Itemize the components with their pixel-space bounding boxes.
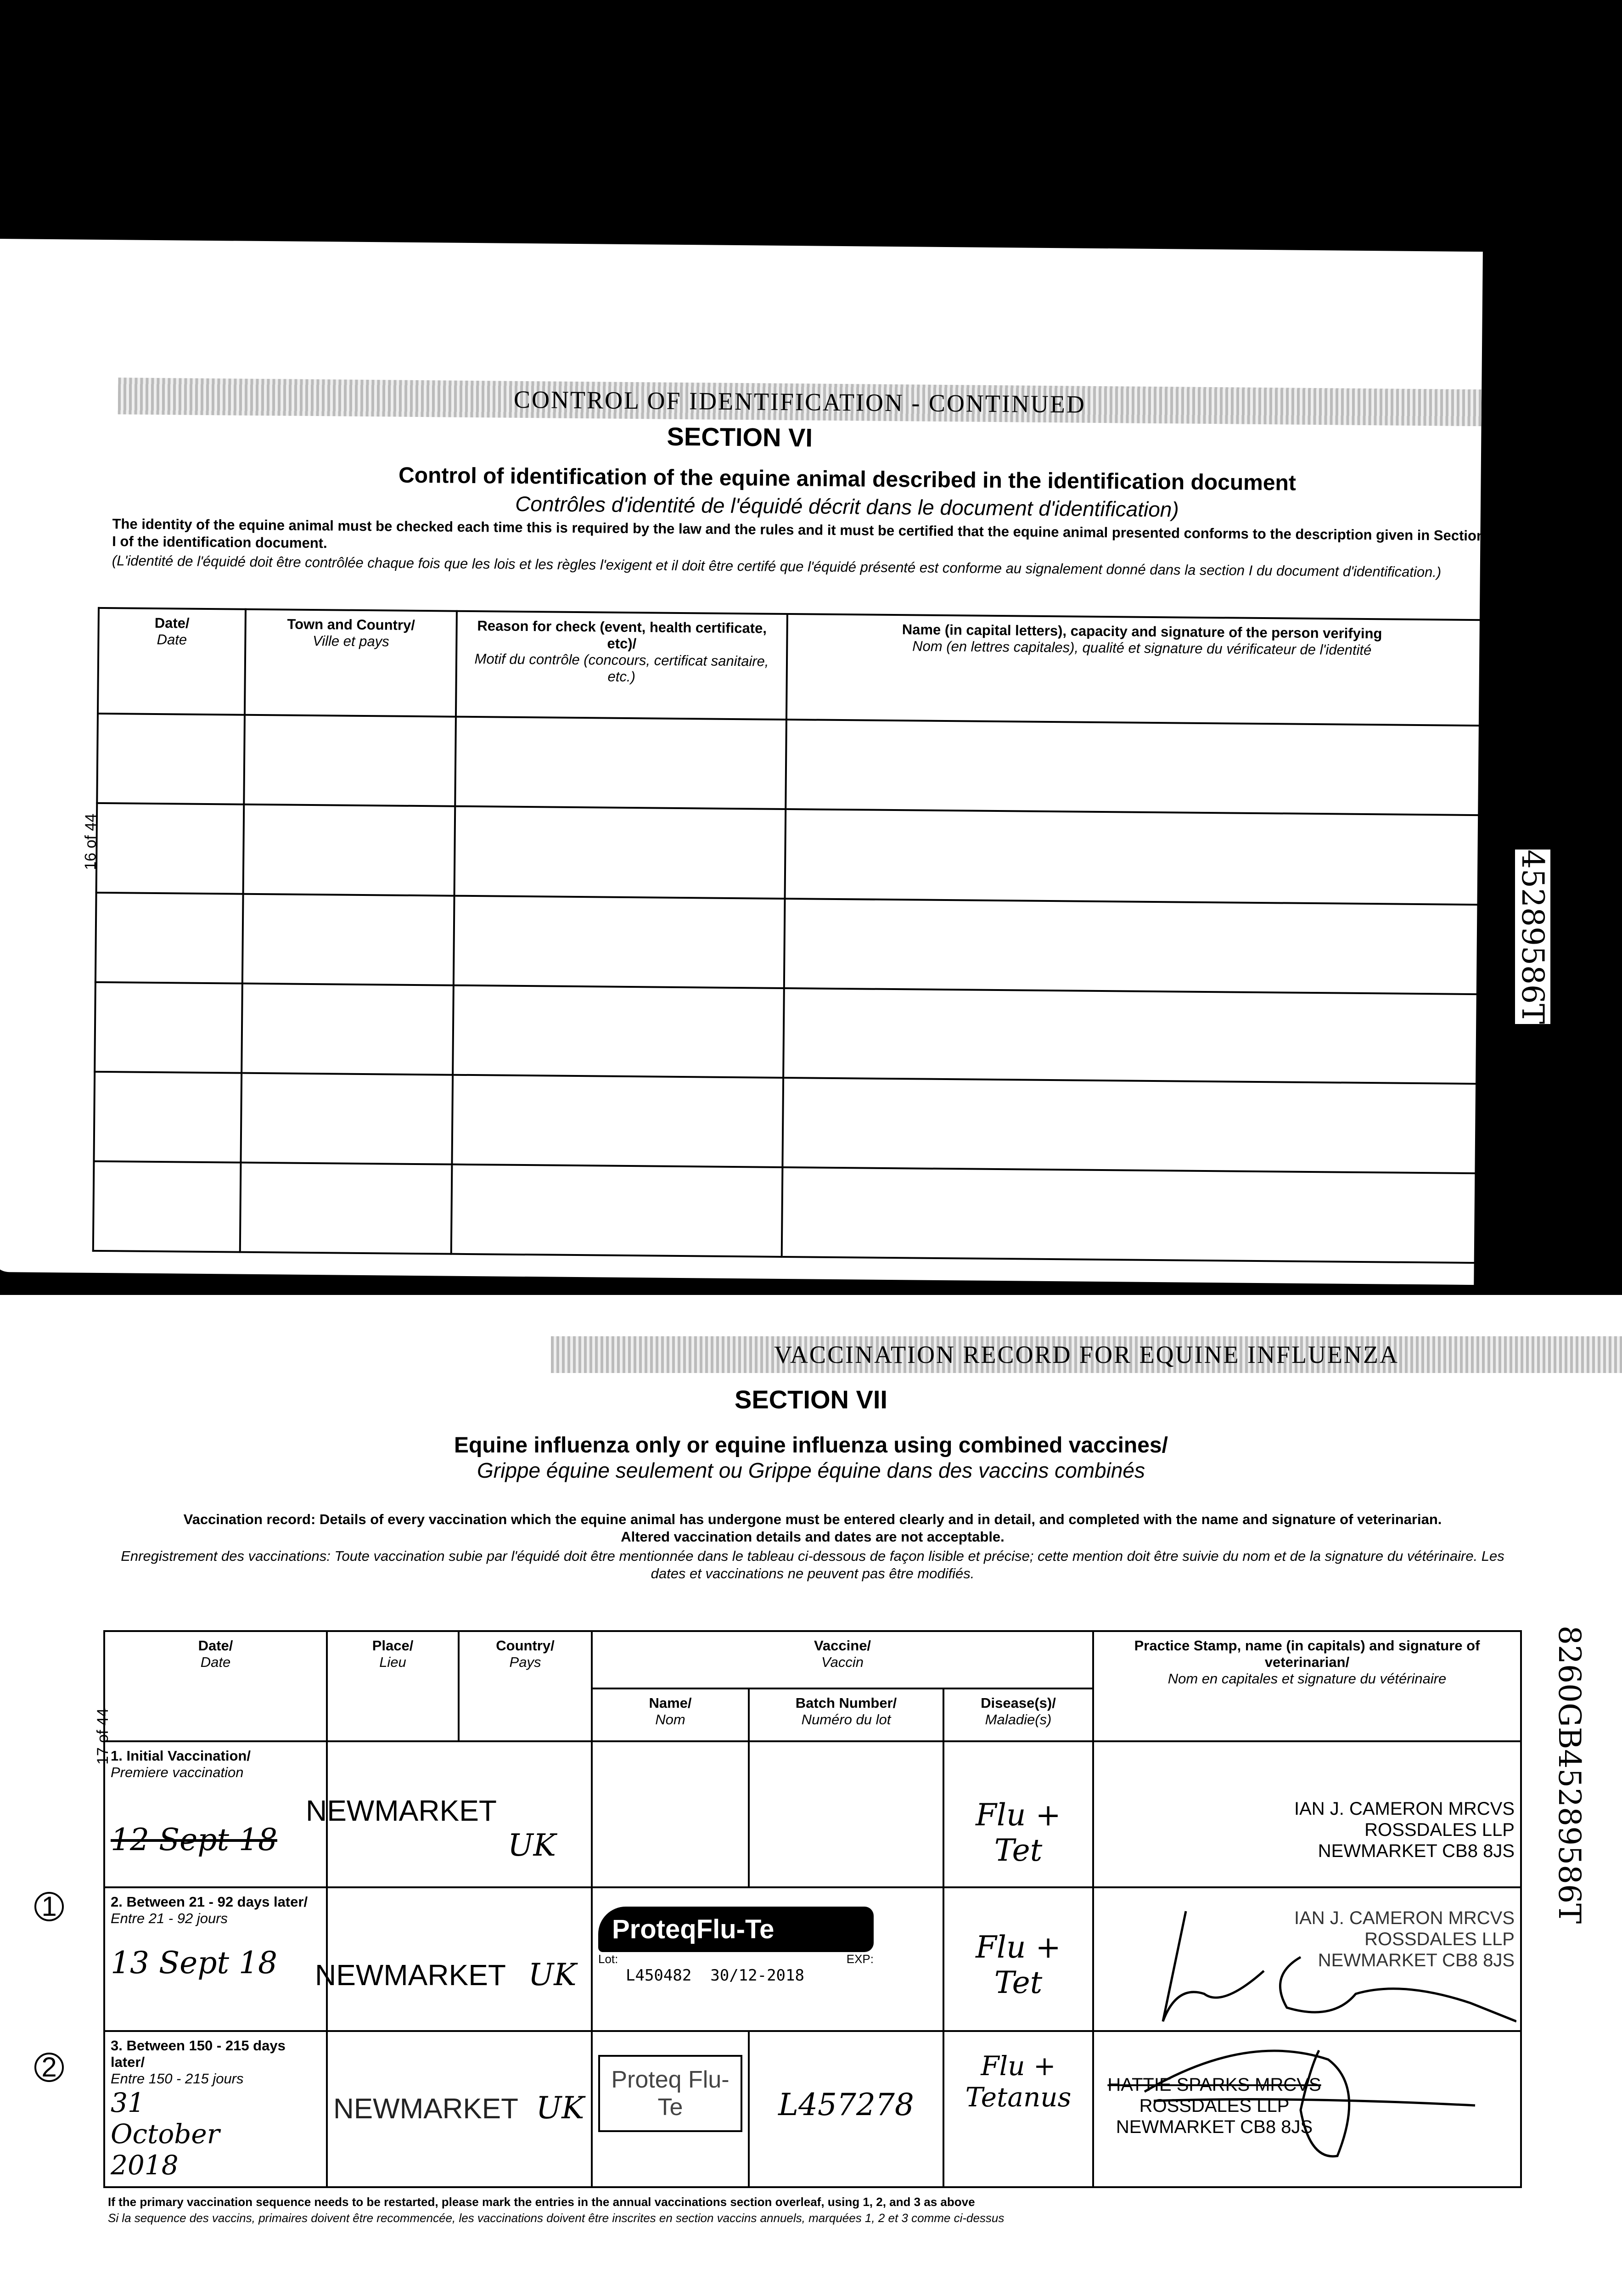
row-label: 3. Between 150 - 215 days later/ Entre 150 - 215 jours 31 October 2018 — [104, 2031, 327, 2187]
batch-value — [749, 1741, 943, 1887]
section-title: Equine influenza only or equine influenza using combined vaccines/ — [454, 1433, 1168, 1458]
date-value: 13 Sept 18 — [111, 1945, 277, 1981]
restart-marker-1: 1 — [34, 1892, 64, 1921]
place-value: NEWMARKET — [306, 1794, 497, 1827]
section-band: CONTROL OF IDENTIFICATION - CONTINUED — [118, 377, 1482, 426]
disease-value: Flu + Tet — [943, 1741, 1093, 1887]
header-stamp: Practice Stamp, name (in capitals) and signature of veterinarian/ Nom en capitales et signature du vétérinaire — [1093, 1631, 1521, 1741]
place-value: NEWMARKET — [333, 2093, 518, 2125]
page-16 — [0, 239, 1486, 1285]
disease-value: Flu + Tet — [943, 1887, 1093, 2031]
row-label: 1. Initial Vaccination/ Premiere vaccination 12 Sept 18 — [104, 1741, 327, 1887]
section-heading: SECTION VI — [667, 422, 813, 452]
signature — [1149, 1902, 1516, 2031]
side-id-bottom: 8260GB45289586T — [1552, 1626, 1587, 1924]
batch-value: L457278 — [749, 2031, 943, 2187]
section-heading: SECTION VII — [735, 1385, 887, 1414]
table-row — [95, 982, 1494, 1084]
signature — [1108, 2041, 1521, 2174]
page-number: 16 of 44 — [82, 813, 100, 870]
table-row — [104, 2031, 1521, 2187]
country-value: UK — [508, 1828, 556, 1863]
identification-table — [92, 607, 1498, 1264]
vaccine-name-value: ProteqFlu-Te — [598, 1907, 874, 1952]
table-row — [96, 803, 1496, 905]
header-reason: Reason for check (event, health certificate, etc)/ Motif du contrôle (concours, certificat sanitaire, etc.) — [456, 611, 787, 720]
exp-value: 30/12-2018 — [710, 1966, 804, 1985]
header-date: Date/ Date — [98, 608, 246, 715]
instructions-fr: (L'identité de l'équidé doit être contrôlée chaque fois que les lois et les règles l'exigent et il doit être certifé que l'équidé présenté est conforme au signalement donné dans la section I du document d'identification.) — [112, 552, 1442, 580]
page-17 — [0, 1295, 1622, 2296]
footer-note-en: If the primary vaccination sequence needs to be restarted, please mark the entries in the annual vaccinations section overleaf, using 1, 2, and 3 as above — [108, 2195, 975, 2209]
table-row — [104, 1887, 1521, 2031]
vaccine-name-value — [592, 1741, 749, 1887]
vet-stamp: IAN J. CAMERON MRCVS ROSSDALES LLP NEWMARKET CB8 8JS — [1093, 1741, 1521, 1887]
header-town: Town and Country/ Ville et pays — [245, 609, 457, 717]
vaccine-name-cell — [592, 2031, 749, 2187]
vet-stamp: HATTIE SPARKS MRCVS ROSSDALES LLP NEWMARKET CB8 8JS — [1093, 2031, 1521, 2187]
header-country: Country/ Pays — [459, 1631, 592, 1741]
header-disease: Disease(s)/ Maladie(s) — [943, 1688, 1093, 1741]
section-band: VACCINATION RECORD FOR EQUINE INFLUENZA — [551, 1336, 1622, 1373]
disease-value: Flu + Tetanus — [943, 2031, 1093, 2187]
header-place: Place/ Lieu — [327, 1631, 459, 1741]
instructions-fr: Enregistrement des vaccinations: Toute vaccination subie par l'équidé doit être mentionnée dans le tableau ci-dessous de façon lisible et précise; cette mention doit être suivie du nom et de la signature du vétérinaire. Les dates et vaccinations ne peuvent pas être modifiés. — [121, 1548, 1504, 1581]
instructions-en: The identity of the equine animal must be checked each time this is required by the law and the rules and it must be certified that the equine animal presented conforms to the description given in Section I of the identification document. — [112, 516, 1486, 551]
date-value: 31 October 2018 — [111, 2087, 220, 2181]
header-vaccine-name: Name/ Nom — [592, 1688, 749, 1741]
table-row — [93, 1161, 1493, 1263]
table-row — [94, 1072, 1493, 1174]
page-number: 17 of 44 — [94, 1708, 112, 1765]
header-vaccine: Vaccine/ Vaccin — [592, 1631, 1093, 1688]
footer-note-fr: Si la sequence des vaccins, primaires doivent être recommencée, les vaccinations doivent être inscrites en section vaccins annuels, marquées 1, 2 et 3 comme ci-dessus — [108, 2211, 1005, 2225]
header-date: Date/ Date — [104, 1631, 327, 1741]
table-row — [95, 893, 1495, 995]
vaccine-name-value: Proteq Flu-Te — [598, 2055, 742, 2132]
place-value: NEWMARKET — [315, 1958, 506, 1992]
vet-stamp: IAN J. CAMERON MRCVS ROSSDALES LLP NEWMARKET CB8 8JS — [1093, 1887, 1521, 2031]
header-verifier: Name (in capital letters), capacity and signature of the person verifying Nom (en lettres capitales), qualité et signature du vérificateur de l'identité — [786, 614, 1497, 726]
table-row — [97, 714, 1496, 816]
section-subtitle: Contrôles d'identité de l'équidé décrit dans le document d'identification) — [515, 491, 1179, 522]
vaccine-label-sticker: ProteqFlu-Te Lot: EXP: L450482 30/12-2018 — [592, 1887, 943, 2031]
row-label: 2. Between 21 - 92 days later/ Entre 21 - 92 jours 13 Sept 18 — [104, 1887, 327, 2031]
date-value: 12 Sept 18 — [111, 1822, 277, 1857]
country-value: UK — [536, 2090, 584, 2126]
instructions-en: Vaccination record: Details of every vaccination which the equine animal has undergone must be entered clearly and in detail, and completed with the name and signature of veterinarian. Altered vaccination details and dates are not acceptable. — [183, 1511, 1442, 1545]
vaccination-table — [103, 1630, 1522, 2188]
lot-value: L450482 — [626, 1966, 692, 1985]
section-subtitle: Grippe équine seulement ou Grippe équine dans des vaccins combinés — [477, 1458, 1145, 1482]
table-row — [104, 1741, 1521, 1887]
header-batch: Batch Number/ Numéro du lot — [749, 1688, 943, 1741]
restart-marker-2: 2 — [34, 2053, 64, 2082]
country-value: UK — [528, 1957, 577, 1992]
side-id-top: 45289586T — [1515, 850, 1550, 1024]
section-title: Control of identification of the equine animal described in the identification document — [398, 463, 1296, 495]
